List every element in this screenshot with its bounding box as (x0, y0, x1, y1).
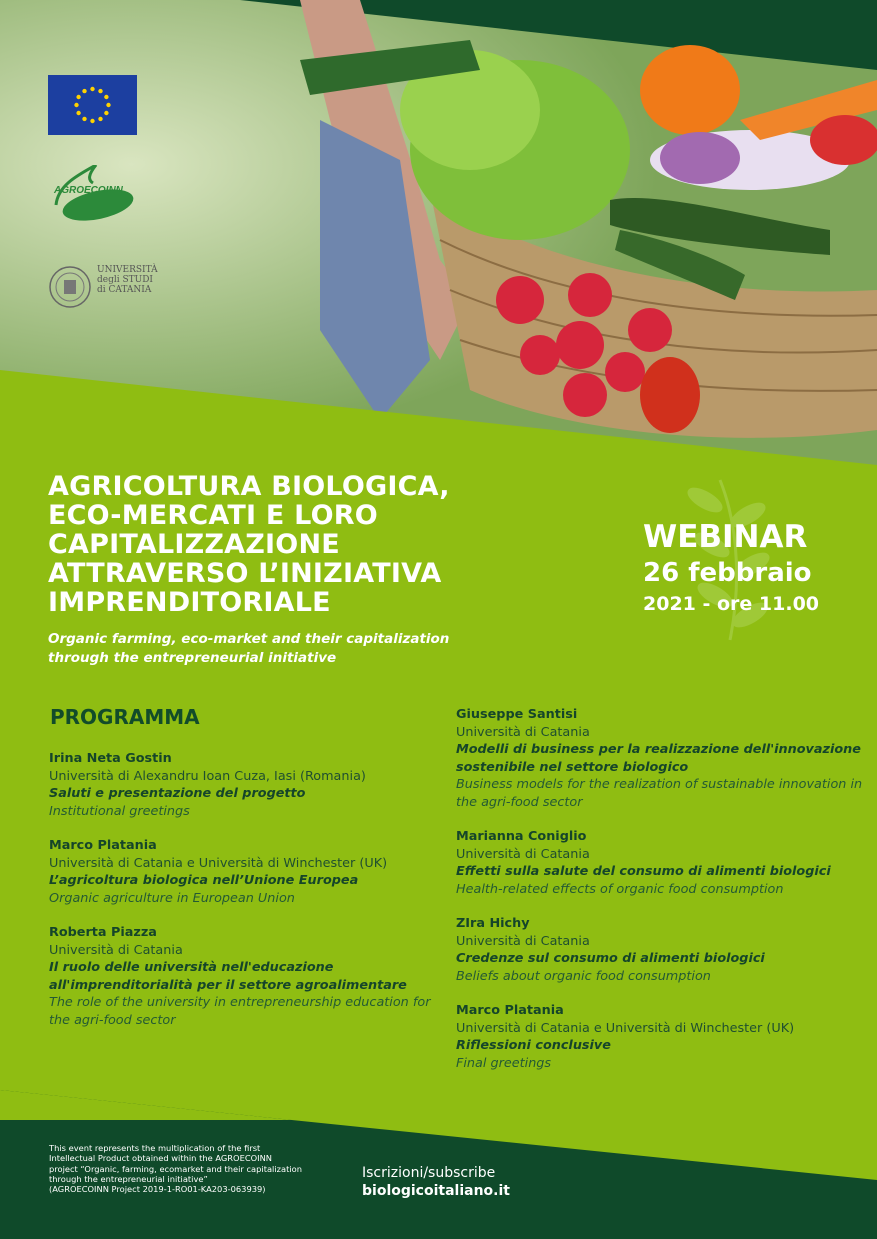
talk-title-en: Business models for the realization of sustainable innovation in the agri-food sector (456, 777, 863, 810)
talk-title-it: Effetti sulla salute del consumo di alimenti biologici (456, 864, 831, 879)
speaker-name: Marco Platania (49, 838, 157, 853)
talk-title-en: Health-related effects of organic food consumption (456, 881, 784, 897)
talk-title-en: Beliefs about organic food consumption (456, 968, 711, 984)
subtitle-line: Organic farming, eco-market and their capitalization (48, 631, 450, 647)
title-line: AGRICOLTURA BIOLOGICA, (48, 471, 450, 502)
talk-title-it: L’agricoltura biologica nell’Unione Europea (49, 873, 359, 888)
footer-note-line: through the entrepreneurial initiative” (49, 1173, 208, 1184)
speaker-name: ZIra Hichy (456, 916, 530, 931)
speaker-affiliation: Università di Catania e Università di Winchester (UK) (49, 855, 388, 871)
speaker-affiliation: Università di Catania (49, 942, 183, 958)
talk-title-it: Saluti e presentazione del progetto (49, 786, 306, 801)
title-line: ECO-MERCATI E LORO (48, 500, 378, 531)
pepper-shape (640, 45, 740, 135)
title-line: CAPITALIZZAZIONE (48, 529, 340, 560)
title-line: ATTRAVERSO L’INIZIATIVA (48, 558, 442, 589)
talk-title-en: Institutional greetings (49, 803, 190, 819)
programma-heading: PROGRAMMA (50, 705, 200, 729)
speaker-affiliation: Università di Catania e Università di Winchester (UK) (456, 1020, 795, 1036)
programma-left-column (49, 750, 439, 1046)
university-line: UNIVERSITÀ (97, 265, 158, 275)
speaker-affiliation: Università di Catania (456, 724, 590, 740)
footer-note (49, 1143, 349, 1194)
webinar-date: 26 febbraio (643, 558, 812, 588)
university-seal-icon (48, 265, 92, 309)
speaker-name: Roberta Piazza (49, 925, 157, 940)
tomato-shape (640, 357, 700, 433)
red-pepper-shape (810, 115, 877, 165)
university-line: degli STUDI (97, 275, 153, 285)
title-line: IMPRENDITORIALE (48, 587, 331, 618)
speaker-item (456, 1002, 866, 1072)
eu-flag-icon (48, 75, 137, 135)
university-logo (48, 265, 168, 310)
speaker-affiliation: Università di Catania (456, 846, 590, 862)
university-logo-text (97, 265, 158, 295)
webinar-time: 2021 - ore 11.00 (643, 593, 820, 615)
speaker-item (456, 915, 866, 985)
speaker-item (49, 924, 439, 1029)
footer-note-line: Intellectual Product obtained within the AGROECOINN (49, 1153, 273, 1164)
talk-title-it: Riflessioni conclusive (456, 1038, 611, 1053)
talk-title-en: Final greetings (456, 1055, 552, 1071)
speaker-item (456, 706, 866, 811)
programma-right-column (456, 706, 866, 1089)
onion-purple-shape (660, 132, 740, 184)
speaker-affiliation: Università di Alexandru Ioan Cuza, Iasi (Romania) (49, 768, 366, 784)
talk-title-it: Credenze sul consumo di alimenti biologici (456, 951, 765, 966)
speaker-name: Irina Neta Gostin (49, 751, 172, 766)
talk-title-en: The role of the university in entrepreneurship education for the agri-food sector (49, 995, 431, 1028)
speaker-name: Marianna Coniglio (456, 829, 587, 844)
footer-note-line: (AGROECOINN Project 2019-1-RO01-KA203-063939) (49, 1184, 266, 1195)
webinar-label: WEBINAR (643, 519, 808, 555)
talk-title-en: Organic agriculture in European Union (49, 890, 295, 906)
agroecoinn-logo-text: AGROECOINN (54, 185, 123, 196)
university-line: di CATANIA (97, 285, 152, 295)
webinar-info (643, 518, 819, 618)
speaker-affiliation: Università di Catania (456, 933, 590, 949)
page-title (48, 472, 488, 617)
subscribe-link[interactable]: biologicoitaliano.it (362, 1183, 510, 1199)
speaker-name: Giuseppe Santisi (456, 707, 578, 722)
footer-note-line: project “Organic, farming, ecomarket and their capitalization (49, 1163, 302, 1174)
subscribe-label: Iscrizioni/subscribe (362, 1165, 496, 1181)
footer-note-line: This event represents the multiplication of the first (49, 1143, 261, 1153)
talk-title-it: Il ruolo delle università nell'educazione all'imprenditorialità per il settore agroalimentare (49, 960, 407, 993)
speaker-name: Marco Platania (456, 1003, 564, 1018)
speaker-item (456, 828, 866, 898)
page-subtitle (48, 630, 468, 668)
speaker-item (49, 750, 439, 820)
subscribe-block (362, 1164, 510, 1200)
subtitle-line: through the entrepreneurial initiative (48, 650, 337, 666)
speaker-item (49, 837, 439, 907)
talk-title-it: Modelli di business per la realizzazione dell'innovazione sostenibile nel settore biologico (456, 742, 861, 775)
agroecoinn-logo (48, 165, 148, 225)
